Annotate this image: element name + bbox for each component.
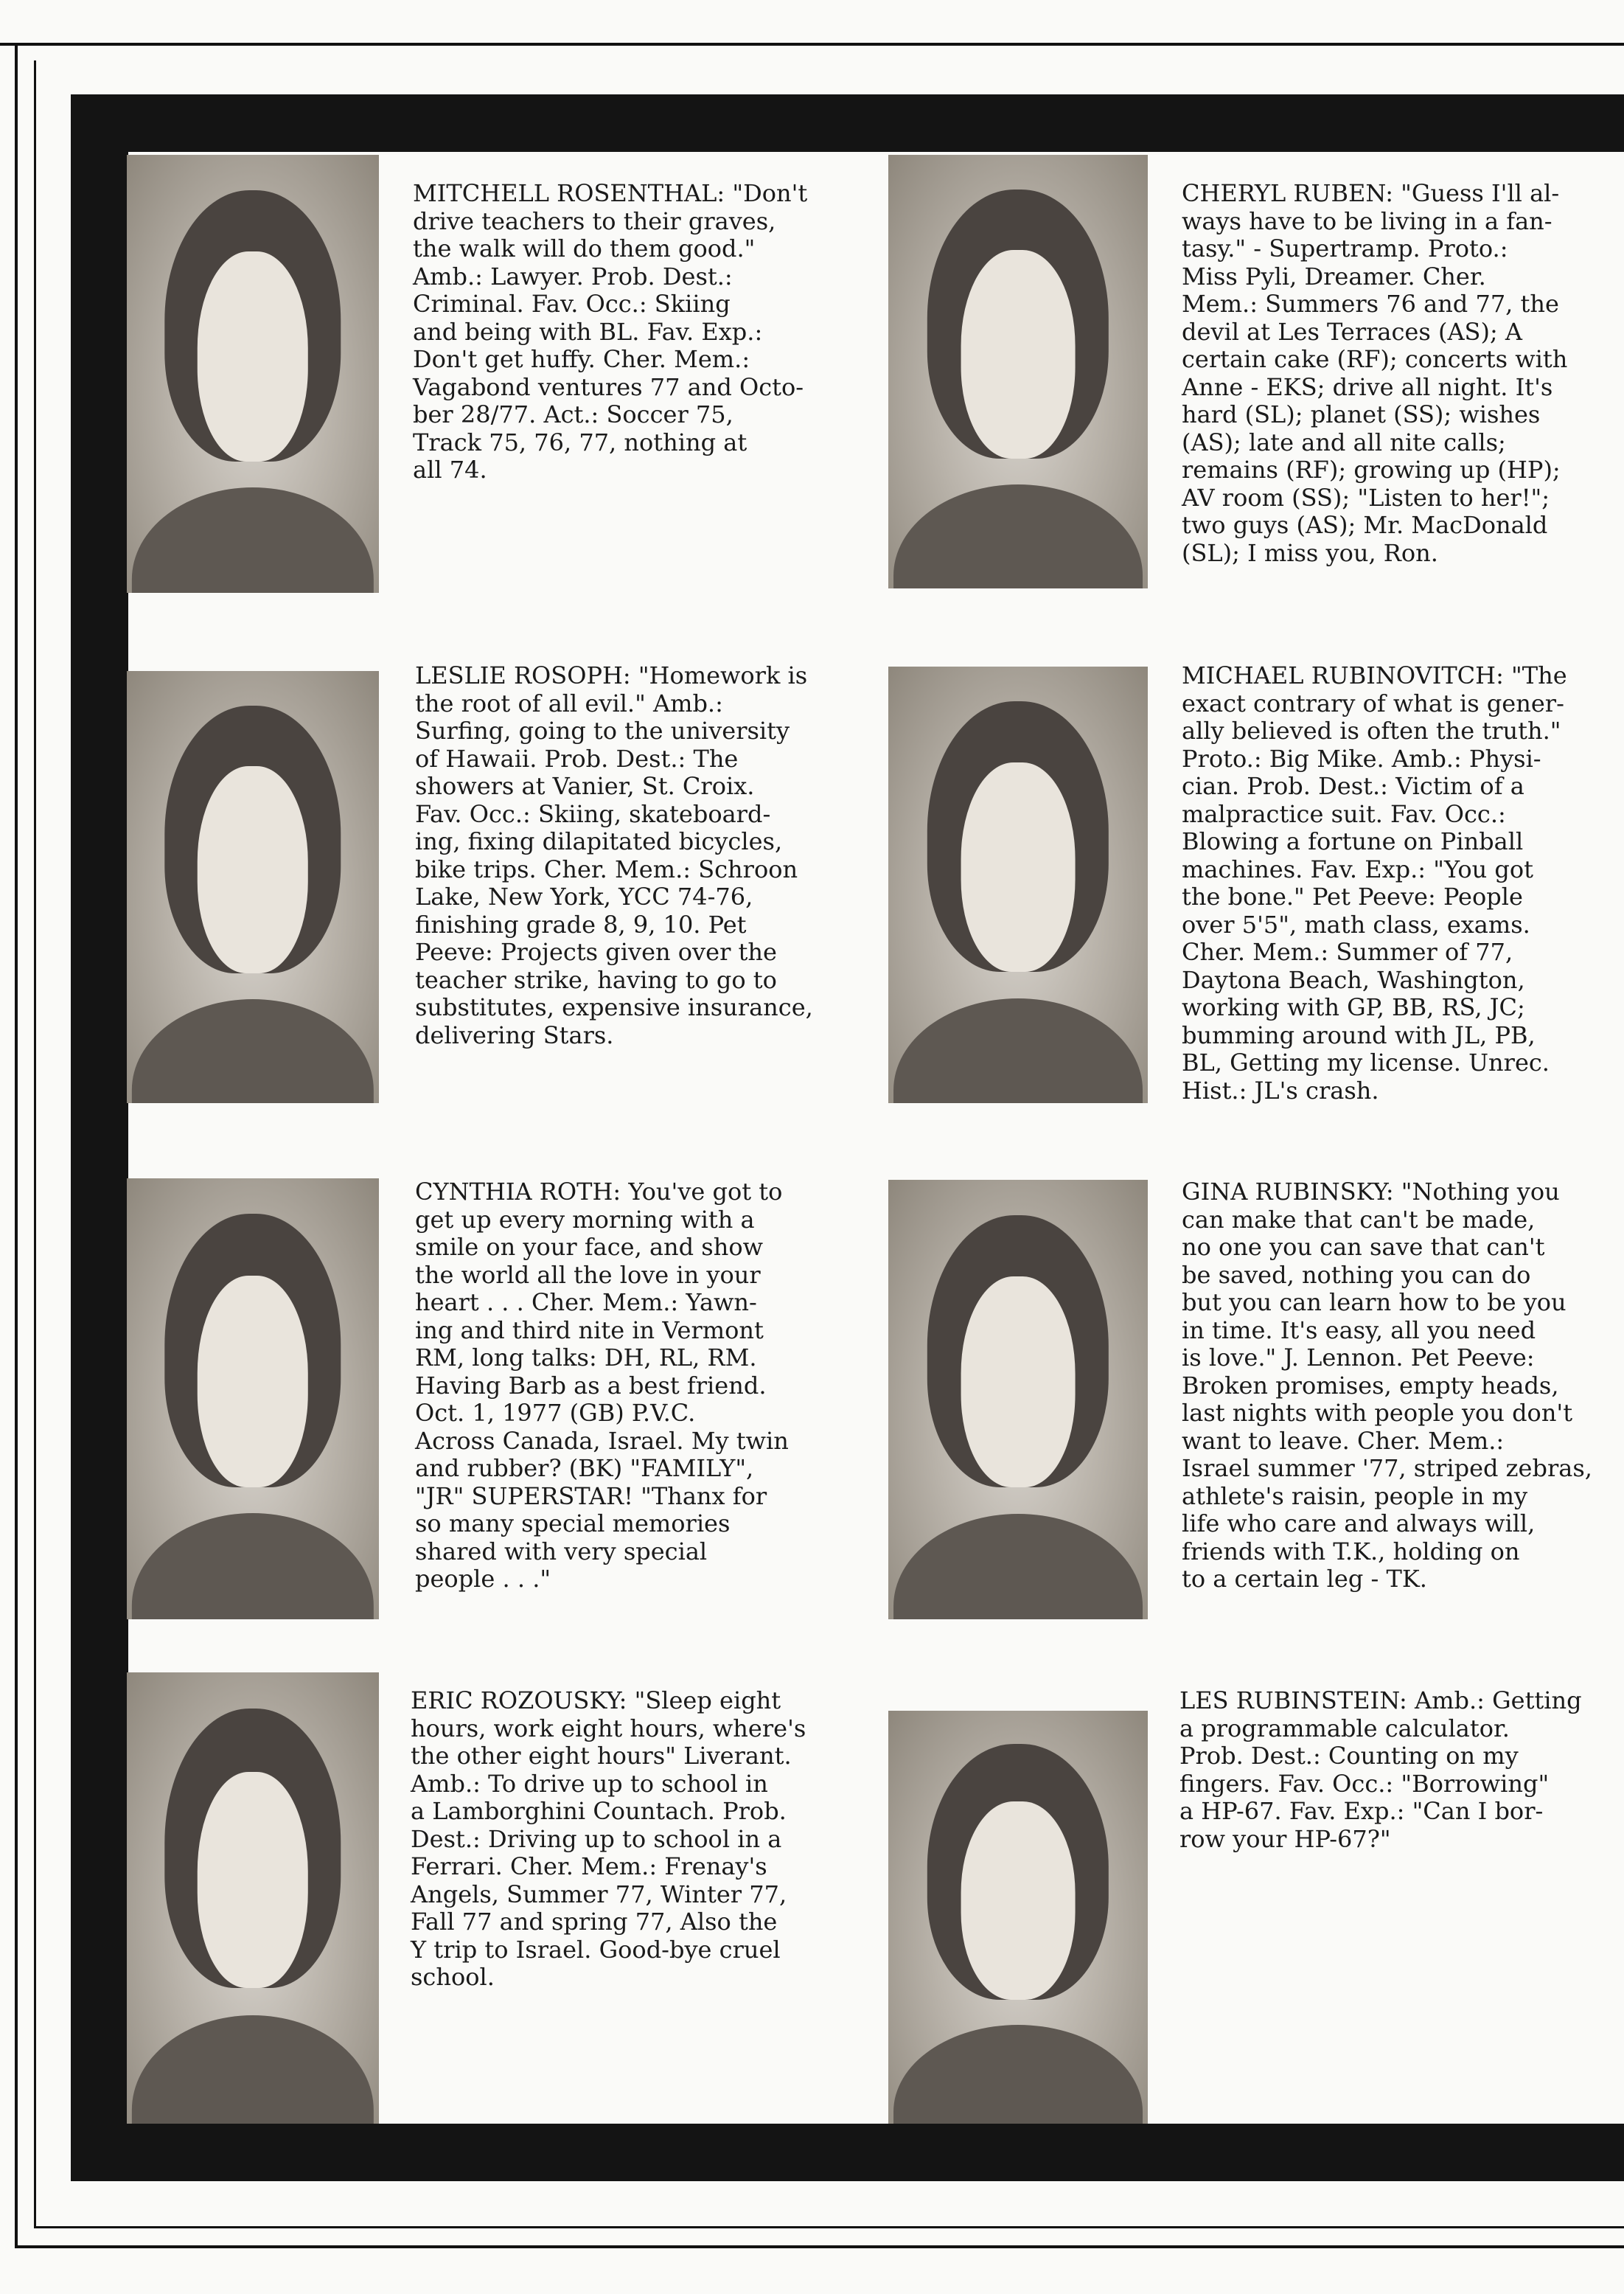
black-frame-top [71, 94, 1624, 152]
portrait-mitchell-rosenthal [127, 155, 379, 593]
inner-border-left [34, 60, 36, 2228]
bio-mitchell-rosenthal: MITCHELL ROSENTHAL: "Don't drive teachers to their graves, the walk will do them good." Amb.: Lawyer. Prob. Dest.: Criminal. Fav. Occ.: Skiing and being with BL. Fav. Exp.: Don't get huffy. Cher. Mem.: Vagabond ventures 77 and Octo- ber 28/77. Act.: Soccer 75, Track 75, 76, 77, nothing at all 74. [413, 179, 808, 484]
outer-border-left [15, 43, 18, 2248]
portrait-eric-rozousky [127, 1672, 379, 2124]
bio-eric-rozousky: ERIC ROZOUSKY: "Sleep eight hours, work eight hours, where's the other eight hours" Liverant. Amb.: To drive up to school in a Lamborghini Countach. Prob. Dest.: Driving up to school in a Ferrari. Cher. Mem.: Frenay's Angels, Summer 77, Winter 77, Fall 77 and spring 77, Also the Y trip to Israel. Good-bye cruel school. [411, 1686, 806, 1991]
outer-border-bottom [15, 2245, 1624, 2248]
black-frame-left [71, 94, 128, 2181]
bio-michael-rubinovitch: MICHAEL RUBINOVITCH: "The exact contrary of what is gener- ally believed is often the truth." Proto.: Big Mike. Amb.: Physi- cian. Prob. Dest.: Victim of a malpractice suit. Fav. Occ.: Blowing a fortune on Pinball machines. Fav. Exp.: "You got the bone." Pet Peeve: People over 5'5", math class, exams. Cher. Mem.: Summer of 77, Daytona Beach, Washington, working with GP, BB, RS, JC; bumming around with JL, PB, BL, Getting my license. Unrec. Hist.: JL's crash. [1182, 661, 1567, 1105]
black-frame-bottom [71, 2124, 1624, 2181]
outer-border-top [0, 43, 1624, 46]
bio-les-rubinstein: LES RUBINSTEIN: Amb.: Getting a programmable calculator. Prob. Dest.: Counting on my fingers. Fav. Occ.: "Borrowing" a HP-67. Fav. Exp.: "Can I bor- row your HP-67?" [1179, 1686, 1582, 1853]
bio-cheryl-ruben: CHERYL RUBEN: "Guess I'll al- ways have to be living in a fan- tasy." - Supertramp. Proto.: Miss Pyli, Dreamer. Cher. Mem.: Summers 76 and 77, the devil at Les Terraces (AS); A certain cake (RF); concerts with Anne - EKS; drive all night. It's hard (SL); planet (SS); wishes (AS); late and all nite calls; remains (RF); growing up (HP); AV room (SS); "Listen to her!"; two guys (AS); Mr. MacDonald (SL); I miss you, Ron. [1182, 179, 1568, 567]
portrait-les-rubinstein [888, 1711, 1148, 2124]
portrait-michael-rubinovitch [888, 667, 1148, 1103]
portrait-cheryl-ruben [888, 155, 1148, 588]
portrait-gina-rubinsky [888, 1180, 1148, 1619]
bio-gina-rubinsky: GINA RUBINSKY: "Nothing you can make that can't be made, no one you can save that can't be saved, nothing you can do but you can learn how to be you in time. It's easy, all you need is love." J. Lennon. Pet Peeve: Broken promises, empty heads, last nights with people you don't want to leave. Cher. Mem.: Israel summer '77, striped zebras, athlete's raisin, people in my life who care and always will, friends with T.K., holding on to a certain leg - TK. [1182, 1178, 1592, 1593]
portrait-leslie-rosoph [127, 671, 379, 1103]
bio-cynthia-roth: CYNTHIA ROTH: You've got to get up every morning with a smile on your face, and show the world all the love in your heart . . . Cher. Mem.: Yawn- ing and third nite in Vermont RM, long talks: DH, RL, RM. Having Barb as a best friend. Oct. 1, 1977 (GB) P.V.C. Across Canada, Israel. My twin and rubber? (BK) "FAMILY", "JR" SUPERSTAR! "Thanx for so many special memories shared with very special people . . ." [415, 1178, 789, 1593]
inner-border-bottom [34, 2226, 1624, 2228]
bio-leslie-rosoph: LESLIE ROSOPH: "Homework is the root of all evil." Amb.: Surfing, going to the university of Hawaii. Prob. Dest.: The showers at Vanier, St. Croix. Fav. Occ.: Skiing, skateboard- ing, fixing dilapitated bicycles, bike trips. Cher. Mem.: Schroon Lake, New York, YCC 74-76, finishing grade 8, 9, 10. Pet Peeve: Projects given over the teacher strike, having to go to substitutes, expensive insurance, delivering Stars. [415, 661, 813, 1049]
portrait-cynthia-roth [127, 1178, 379, 1619]
